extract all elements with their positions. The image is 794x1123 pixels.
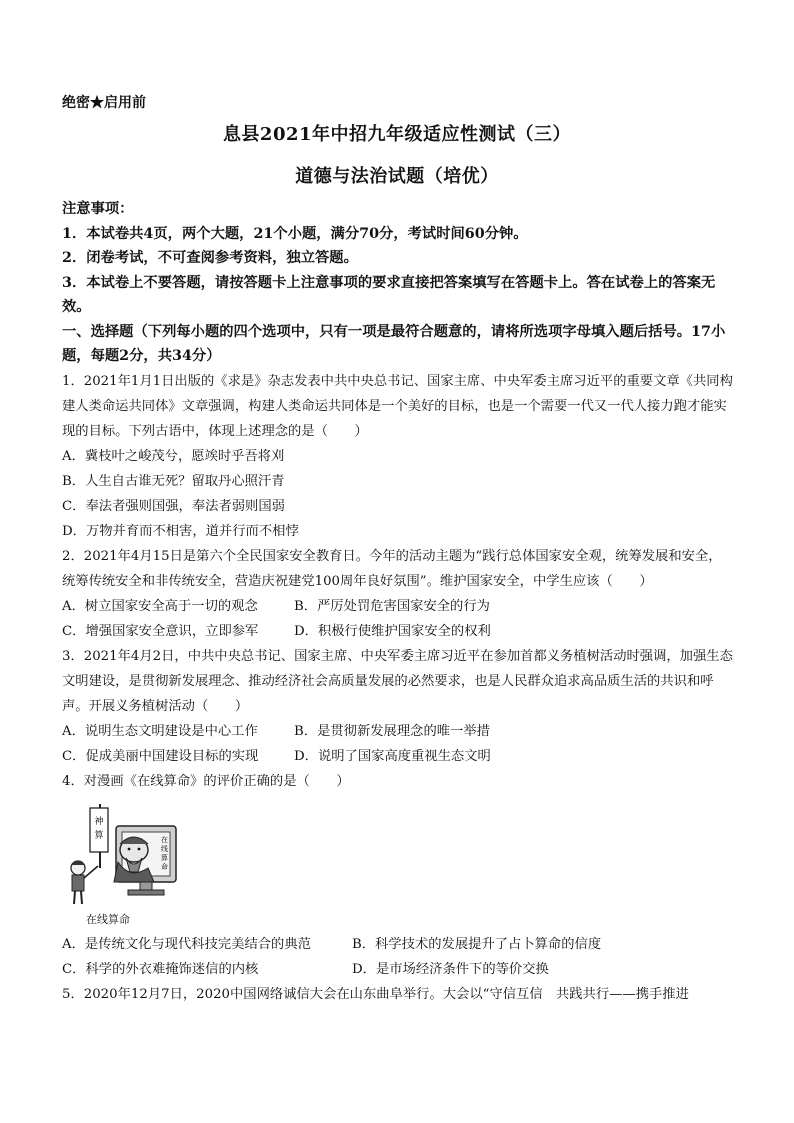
option-row [62,957,734,982]
option: B．人生自古谁无死？留取丹心照汗青 [62,473,285,489]
option-row [62,932,734,957]
notice-heading: 注意事项： [62,201,134,217]
option: C．增强国家安全意识，立即参军 [62,623,259,639]
cartoon-caption: 在线算命 [86,912,130,926]
option: D．是市场经济条件下的等价交换 [352,961,549,977]
screen-char: 线 [161,844,168,853]
question-stem: 1．2021年1月1日出版的《求是》杂志发表中共中央总书记、国家主席、中央军委主席习近平的重要文章《共同构建人类命运共同体》文章强调，构建人类命运共同体是一个美好的目标，也是一个需要一代又一代人接力跑才能实现的目标。下列古语中，体现上述理念的是（ ） [62,373,733,439]
option: A．树立国家安全高于一切的观念 [62,598,258,614]
option: B．严厉处罚危害国家安全的行为 [294,598,490,614]
exam-subtitle: 道德与法治试题（培优） [295,166,499,187]
screen-char: 命 [161,862,168,871]
option: A．说明生态文明建设是中心工作 [62,723,258,739]
option-row [62,719,734,744]
option: D．说明了国家高度重视生态文明 [294,748,491,764]
option: B．是贯彻新发展理念的唯一举措 [294,723,490,739]
sign-char: 神 [94,816,104,827]
question-stem: 3．2021年4月2日，中共中央总书记、国家主席、中央军委主席习近平在参加首都义务植树活动时强调，加强生态文明建设，是贯彻新发展理念、推动经济社会高质量发展的必然要求，也是人民群众追求高品质生活的共识和呼声。开展义务植树活动（ ） [62,648,733,714]
option: A．冀枝叶之峻茂兮，愿竢时乎吾将刈 [62,448,285,464]
fortune-teller-cartoon [64,798,184,910]
notice-item: 1．本试卷共4页，两个大题，21个小题，满分70分，考试时间60分钟。 [62,225,528,242]
option: A．是传统文化与现代科技完美结合的典范 [62,936,311,952]
option: C．奉法者强则国强，奉法者弱则国弱 [62,498,285,514]
confidential-label: 绝密★启用前 [62,95,146,111]
notice-item: 3．本试卷上不要答题，请按答题卡上注意事项的要求直接把答案填写在答题卡上。答在试卷上的答案无效。 [62,274,716,315]
exam-content [62,197,734,1007]
option: D．万物并育而不相害，道并行而不相悖 [62,523,299,539]
option-row [62,619,734,644]
option-row [62,594,734,619]
cartoon-image [64,798,184,910]
option: C．科学的外衣难掩饰迷信的内核 [62,961,259,977]
section-heading: 一、选择题（下列每小题的四个选项中，只有一项是最符合题意的，请将所选项字母填入题后括号。17小题，每题2分，共34分） [62,323,726,364]
screen-char: 在 [161,835,168,844]
exam-title: 息县2021年中招九年级适应性测试（三） [222,124,572,145]
option: B．科学技术的发展提升了占卜算命的信度 [352,936,602,952]
sign-char: 算 [94,830,104,841]
question-stem: 5．2020年12月7日，2020中国网络诚信大会在山东曲阜举行。大会以“守信互信 共践共行——携手推进 [62,986,689,1002]
question-stem: 2．2021年4月15日是第六个全民国家安全教育日。今年的活动主题为“践行总体国家安全观，统筹发展和安全，统筹传统安全和非传统安全，营造庆祝建党100周年良好氛围”。维护国家安全，中学生应该（ ） [62,548,722,589]
question-stem: 4．对漫画《在线算命》的评价正确的是（ ） [62,773,350,789]
screen-char: 算 [161,853,168,862]
option-row [62,744,734,769]
option: D．积极行使维护国家安全的权利 [294,623,491,639]
option: C．促成美丽中国建设目标的实现 [62,748,259,764]
notice-item: 2．闭卷考试，不可查阅参考资料，独立答题。 [62,250,358,266]
